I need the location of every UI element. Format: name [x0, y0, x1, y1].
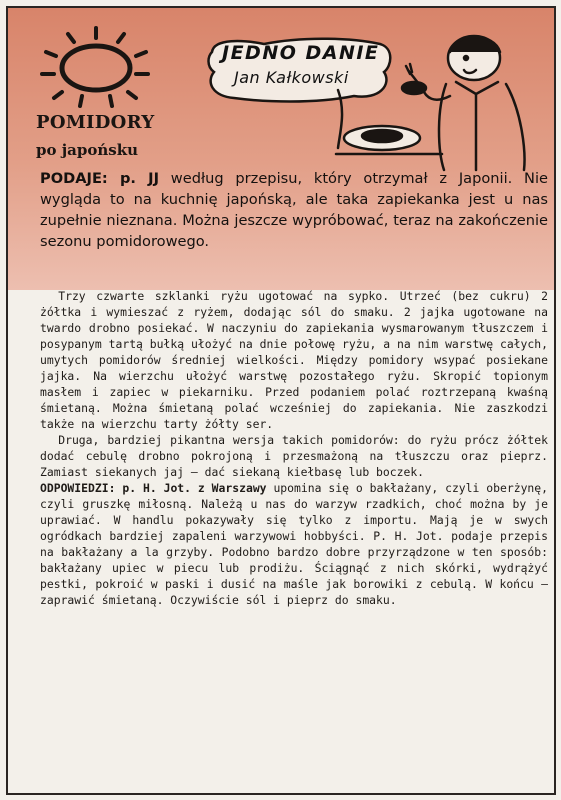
answers-text: upomina się o bakłażany, czyli oberżynę, czyli gruszkę miłosną. Należą u nas do warzyw rzadkich, choć można by je uprawiać. W handlu pokazywały się tylko z importu. Mają je w swych ogródkach bardziej zapaleni warzywowi hobbyści. P. H. Jot. podaje przepis na bakłażany a la grzyby. Podobno bardzo dobre przyrządzone w ten sposób: bakłażany upiec w piecu lub prodiżu. Ściągnąć z nich skórki, wydrążyć pestki, pokroić w paski i dusić na maśle jak borowiki z cebulą. W końcu — zaprawić śmietaną. Oczywiście sól i pieprz do smaku.	[40, 481, 548, 607]
answers-paragraph	[40, 480, 548, 608]
lead-text: według przepisu, który otrzymał z Japonii. Nie wygląda to na kuchnię japońską, ale taka zapiekanka jest u nas zupełnie nieznana. Można jeszcze wypróbować, teraz na zakończenie sezonu pomidorowego.	[40, 170, 549, 250]
recipe-body	[40, 288, 548, 608]
article-title-block	[36, 112, 155, 159]
article-frame	[6, 6, 556, 795]
logo-title: JEDNO DANIE	[222, 42, 380, 64]
lead-label: PODAJE: p. JJ	[40, 170, 160, 187]
article-subtitle: po japońsku	[36, 141, 139, 159]
sun-icon	[32, 22, 152, 112]
answers-label: ODPOWIEDZI: p. H. Jot. z Warszawy	[40, 481, 267, 495]
logo-author: Jan Kałkowski	[234, 68, 349, 87]
diner-illustration	[326, 22, 550, 172]
recipe-paragraph-1: Trzy czwarte szklanki ryżu ugotować na sypko. Utrzeć (bez cukru) 2 żółtka i wymieszać z ryżem, dodając sól do smaku. 2 jajka ugotowane na twardo drobno posiekać. W naczyniu do zapiekania wysmarowanym tłuszczem i posypanym tartą bułką ułożyć na dnie połowę ryżu, a na nim warstwę całych, umytych pomidorów średniej wielkości. Między pomidory wsypać posiekane jajka. Na wierzchu ułożyć warstwę pozostałego ryżu. Skropić topionym masłem i zapiec w piekarniku. Przed podaniem polać roztrzepaną kwaśną śmietaną. Można śmietaną polać wcześniej do zapiekania. Nie zaszkodzi także na wierzchu tarty żółty ser.	[40, 289, 548, 431]
recipe-paragraph-2: Druga, bardziej pikantna wersja takich pomidorów: do ryżu prócz żółtek dodać cebulę drobno pokrojoną i przesmażoną na tłuszczu oraz pieprz. Zamiast siekanych jaj — dać siekaną kiełbasę lub boczek.	[40, 433, 548, 479]
article-title: POMIDORY	[36, 112, 155, 133]
lead-paragraph	[40, 168, 548, 252]
